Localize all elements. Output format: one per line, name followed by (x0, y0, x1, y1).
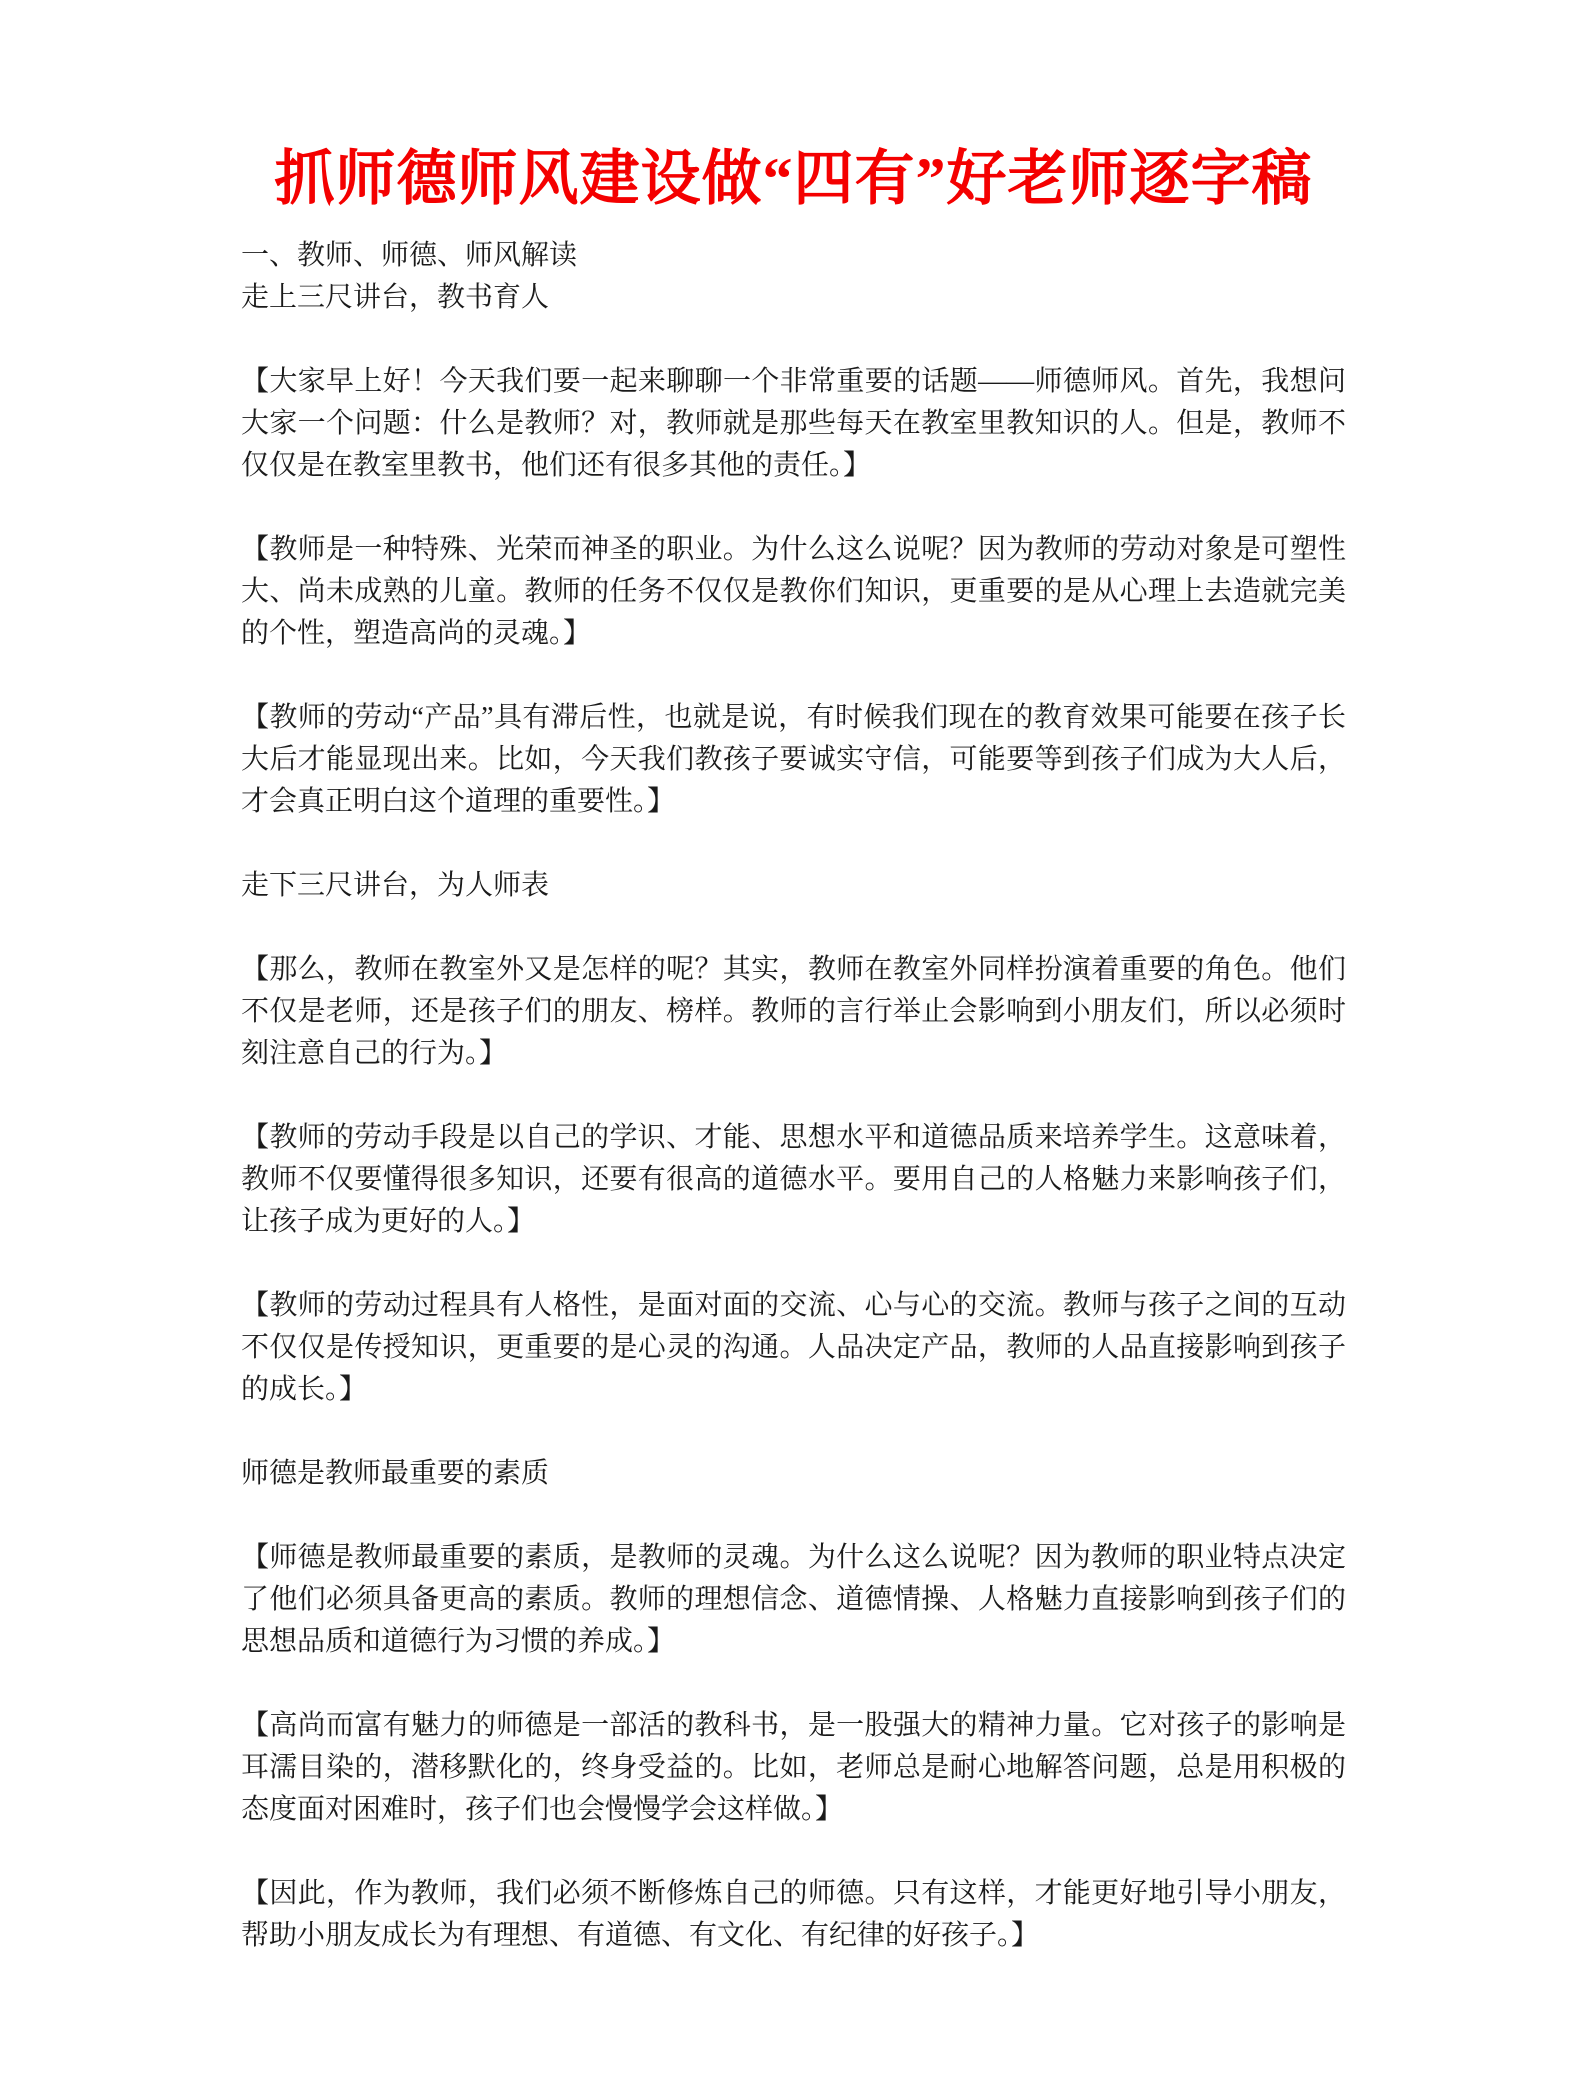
subheading-ethics-most-important: 师德是教师最重要的素质 (241, 1458, 550, 1489)
subheading-teaching-on-stage: 走上三尺讲台，教书育人 (241, 282, 550, 313)
paragraph-teacher-outside-classroom: 【那么，教师在教室外又是怎样的呢？其实，教师在教室外同样扮演着重要的角色。他们不仅是老师，还是孩子们的朋友、榜样。教师的言行举止会影响到小朋友们，所以必须时刻注意自己的行为。】 (241, 954, 1346, 1069)
document-title: 抓师德师风建设做“四有”好老师逐字稿 (274, 146, 1313, 212)
document-body (241, 235, 1346, 1957)
paragraph-conclusion-cultivate-ethics: 【因此，作为教师，我们必须不断修炼自己的师德。只有这样，才能更好地引导小朋友，帮助小朋友成长为有理想、有道德、有文化、有纪律的好孩子。】 (241, 1878, 1346, 1951)
paragraph-what-is-a-teacher: 【大家早上好！今天我们要一起来聊聊一个非常重要的话题——师德师风。首先，我想问大家一个问题：什么是教师？对，教师就是那些每天在教室里教知识的人。但是，教师不仅仅是在教室里教书，他们还有很多其他的责任。】 (241, 366, 1346, 481)
subheading-off-stage-role-model: 走下三尺讲台，为人师表 (241, 870, 550, 901)
paragraph-delayed-product: 【教师的劳动“产品”具有滞后性，也就是说，有时候我们现在的教育效果可能要在孩子长大后才能显现出来。比如，今天我们教孩子要诚实守信，可能要等到孩子们成为大人后，才会真正明白这个道理的重要性。】 (241, 702, 1346, 817)
section-heading: 一、教师、师德、师风解读 (241, 240, 578, 271)
paragraph-labor-process-personality: 【教师的劳动过程具有人格性，是面对面的交流、心与心的交流。教师与孩子之间的互动不仅仅是传授知识，更重要的是心灵的沟通。人品决定产品，教师的人品直接影响到孩子的成长。】 (241, 1290, 1346, 1405)
paragraph-special-profession: 【教师是一种特殊、光荣而神圣的职业。为什么这么说呢？因为教师的劳动对象是可塑性大、尚未成熟的儿童。教师的任务不仅仅是教你们知识，更重要的是从心理上去造就完美的个性，塑造高尚的灵魂。】 (241, 534, 1346, 649)
paragraph-labor-means: 【教师的劳动手段是以自己的学识、才能、思想水平和道德品质来培养学生。这意味着，教师不仅要懂得很多知识，还要有很高的道德水平。要用自己的人格魅力来影响孩子们，让孩子成为更好的人。】 (241, 1122, 1346, 1237)
paragraph-ethics-is-soul: 【师德是教师最重要的素质，是教师的灵魂。为什么这么说呢？因为教师的职业特点决定了他们必须具备更高的素质。教师的理想信念、道德情操、人格魅力直接影响到孩子们的思想品质和道德行为习惯的养成。】 (241, 1542, 1346, 1657)
paragraph-living-textbook: 【高尚而富有魅力的师德是一部活的教科书，是一股强大的精神力量。它对孩子的影响是耳濡目染的，潜移默化的，终身受益的。比如，老师总是耐心地解答问题，总是用积极的态度面对困难时，孩子们也会慢慢学会这样做。】 (241, 1710, 1346, 1825)
